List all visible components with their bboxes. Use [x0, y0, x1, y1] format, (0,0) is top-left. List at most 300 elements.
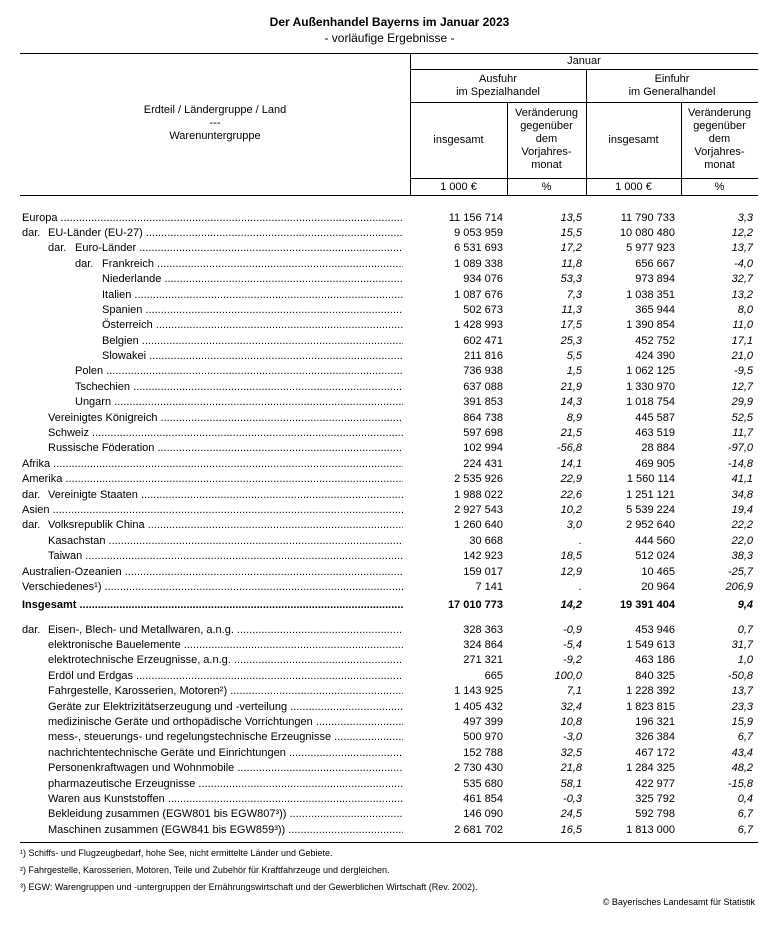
- table-row: [0, 241, 779, 256]
- row-label-cell: [22, 580, 403, 595]
- export-value: 30 668: [469, 535, 503, 547]
- export-change: 14,1: [560, 458, 582, 470]
- export-change: 14,3: [560, 396, 582, 408]
- change-line-2: gegenüber: [693, 120, 746, 132]
- export-value: 146 090: [463, 808, 503, 820]
- table-row: [0, 669, 779, 684]
- export-value: 211 816: [464, 350, 503, 362]
- row-label: Vereinigtes Königreich: [48, 412, 158, 424]
- row-label-cell: [48, 669, 403, 684]
- export-value: 7 141: [475, 581, 503, 593]
- row-label: elektronische Bauelemente: [48, 639, 181, 651]
- row-label: Eisen-, Blech- und Metallwaren, a.n.g.: [48, 624, 234, 636]
- stub-header: [20, 104, 410, 143]
- table-row: [0, 211, 779, 226]
- row-label-cell: [48, 684, 403, 699]
- row-label-cell: [22, 211, 403, 226]
- row-label-cell: [48, 730, 403, 745]
- row-label: Taiwan: [48, 550, 83, 562]
- row-label-cell: [48, 715, 403, 730]
- import-change: 13,7: [731, 242, 753, 254]
- footnote-2: ²) Fahrgestelle, Karosserien, Motoren, Teile und Zubehör für Kraftfahrzeuge und dergleichen.: [20, 865, 390, 875]
- row-label: Fahrgestelle, Karosserien, Motoren²): [48, 685, 228, 697]
- row-label-cell: [22, 565, 403, 580]
- table-row: [0, 503, 779, 518]
- export-value: 2 927 543: [454, 504, 503, 516]
- import-change: 0,4: [737, 793, 753, 805]
- export-change: -3,0: [563, 731, 582, 743]
- import-value: 973 894: [635, 273, 675, 285]
- row-label: Frankreich: [102, 258, 154, 270]
- change-line-3: dem: [708, 133, 731, 145]
- export-value: 461 854: [463, 793, 503, 805]
- export-value: 2 535 926: [454, 473, 503, 485]
- row-label: Bekleidung zusammen (EGW801 bis EGW807³)): [48, 808, 287, 820]
- export-value: 271 321: [463, 654, 503, 666]
- export-change: 7,3: [566, 289, 582, 301]
- export-value: 102 994: [463, 442, 503, 454]
- import-value: 10 465: [641, 566, 675, 578]
- export-group-line-1: Ausfuhr: [479, 73, 517, 85]
- import-change: 6,7: [737, 731, 753, 743]
- row-label: EU-Länder (EU-27): [48, 227, 143, 239]
- import-value: 422 977: [635, 778, 675, 790]
- table-row: [0, 395, 779, 410]
- table-row: [0, 580, 779, 595]
- row-label: Belgien: [102, 335, 139, 347]
- export-change-unit: %: [541, 181, 552, 193]
- export-change: 17,2: [560, 242, 582, 254]
- row-label: Waren aus Kunststoffen: [48, 793, 165, 805]
- export-value: 602 471: [463, 335, 503, 347]
- period-header: Januar: [567, 55, 601, 67]
- row-label-cell: [48, 534, 403, 549]
- table-row: [0, 761, 779, 776]
- row-label: pharmazeutische Erzeugnisse: [48, 778, 196, 790]
- row-label-cell: [22, 623, 403, 638]
- import-change: -97,0: [727, 442, 753, 454]
- table-title: Der Außenhandel Bayerns im Januar 2023: [269, 15, 510, 29]
- row-label-cell: [48, 411, 403, 426]
- export-change: -5,4: [563, 639, 582, 651]
- import-change: 206,9: [725, 581, 753, 593]
- row-prefix: dar.: [22, 227, 41, 239]
- import-change: 11,0: [732, 319, 753, 331]
- export-value: 665: [484, 670, 503, 682]
- row-label-cell: [22, 518, 403, 533]
- table-row: [0, 534, 779, 549]
- row-prefix: dar.: [22, 624, 41, 636]
- table-row: [0, 792, 779, 807]
- table-row: [0, 288, 779, 303]
- export-value: 2 681 702: [454, 824, 503, 836]
- export-change: 21,5: [560, 427, 582, 439]
- export-value: 11 156 714: [448, 212, 503, 224]
- export-change: 8,9: [566, 412, 582, 424]
- import-change: -4,0: [734, 258, 753, 270]
- export-change: 10,8: [560, 716, 582, 728]
- unit-rule: [410, 178, 758, 179]
- row-label-cell: [48, 441, 403, 456]
- import-value: 1 284 325: [626, 762, 675, 774]
- import-value: 5 977 923: [626, 242, 675, 254]
- row-label: mess-, steuerungs- und regelungstechnische Erzeugnisse: [48, 731, 332, 743]
- table-row: [0, 715, 779, 730]
- import-value: 452 752: [635, 335, 675, 347]
- row-label: Spanien: [102, 304, 143, 316]
- export-change: .: [578, 535, 582, 547]
- export-value: 1 405 432: [454, 701, 503, 713]
- export-value: 1 087 676: [454, 289, 503, 301]
- table-row: [0, 380, 779, 395]
- change-line-5: monat: [531, 159, 562, 171]
- row-label: Asien: [22, 504, 50, 516]
- import-change: -25,7: [727, 566, 753, 578]
- import-change: 19,4: [731, 504, 753, 516]
- import-value: 20 964: [641, 581, 675, 593]
- import-value: 326 384: [635, 731, 675, 743]
- export-value: 934 076: [463, 273, 503, 285]
- import-change: 52,5: [731, 412, 753, 424]
- row-label-cell: [22, 503, 403, 518]
- export-value: 1 089 338: [454, 258, 503, 270]
- change-line-3: dem: [535, 133, 558, 145]
- header-bottom-rule: [20, 195, 758, 196]
- export-value: 6 531 693: [454, 242, 503, 254]
- row-label-cell: [48, 792, 403, 807]
- export-value: 328 363: [463, 624, 503, 636]
- row-label: Australien-Ozeanien: [22, 566, 122, 578]
- row-label: Slowakei: [102, 350, 147, 362]
- export-value: 324 864: [463, 639, 503, 651]
- table-row: [0, 549, 779, 564]
- row-label: Euro-Länder: [75, 242, 137, 254]
- import-change: 13,7: [731, 685, 753, 697]
- export-value: 736 938: [463, 365, 503, 377]
- row-label: Russische Föderation: [48, 442, 155, 454]
- row-label: Tschechien: [75, 381, 131, 393]
- import-change: -9,5: [734, 365, 753, 377]
- copyright-credit: © Bayerisches Landesamt für Statistik: [602, 897, 755, 907]
- export-value: 864 738: [463, 412, 503, 424]
- import-change: 12,2: [731, 227, 753, 239]
- import-value: 445 587: [635, 412, 675, 424]
- export-change: 58,1: [560, 778, 582, 790]
- row-label: Kasachstan: [48, 535, 106, 547]
- row-label-cell: [48, 549, 403, 564]
- row-label: Verschiedenes¹): [22, 581, 102, 593]
- import-change: 38,3: [731, 550, 753, 562]
- change-line-4: Vorjahres-: [694, 146, 745, 158]
- import-change: 9,4: [737, 599, 753, 611]
- import-value: 19 391 404: [619, 599, 675, 611]
- export-change: 1,5: [566, 365, 582, 377]
- export-change: 22,9: [560, 473, 582, 485]
- row-label-cell: [102, 272, 403, 287]
- row-label-cell: [102, 318, 403, 333]
- period-rule: [410, 69, 758, 70]
- row-label-cell: [75, 364, 403, 379]
- export-change: 25,3: [560, 335, 582, 347]
- export-change: 53,3: [560, 273, 582, 285]
- table-row: [0, 349, 779, 364]
- export-change: 24,5: [560, 808, 582, 820]
- export-value: 1 428 993: [454, 319, 503, 331]
- table-row: [0, 441, 779, 456]
- import-value: 365 944: [635, 304, 675, 316]
- import-group-line-1: Einfuhr: [654, 73, 690, 85]
- table-row: [0, 226, 779, 241]
- import-change: 6,7: [737, 808, 753, 820]
- export-value: 535 680: [463, 778, 503, 790]
- table-row: [0, 746, 779, 761]
- row-label-cell: [75, 380, 403, 395]
- export-change: 12,9: [560, 566, 582, 578]
- table-row: [0, 565, 779, 580]
- table-row: [0, 334, 779, 349]
- import-change: 0,7: [737, 624, 753, 636]
- row-label: Europa: [22, 212, 58, 224]
- row-label-cell: [48, 746, 403, 761]
- export-change: -0,9: [563, 624, 582, 636]
- table-row: [0, 318, 779, 333]
- export-value: 391 853: [463, 396, 503, 408]
- row-label-cell: [48, 823, 403, 838]
- row-label-cell: [48, 807, 403, 822]
- export-change: 11,3: [561, 304, 582, 316]
- change-line-5: monat: [704, 159, 735, 171]
- export-change: 3,0: [566, 519, 582, 531]
- table-subtitle: - vorläufige Ergebnisse -: [324, 31, 455, 45]
- table-row: [0, 257, 779, 272]
- import-change: 15,9: [731, 716, 753, 728]
- row-label-cell: [102, 349, 403, 364]
- row-label: Amerika: [22, 473, 63, 485]
- import-change-unit: %: [714, 181, 725, 193]
- export-group-line-2: im Spezialhandel: [456, 86, 540, 98]
- table-row: [0, 623, 779, 638]
- row-label: Vereinigte Staaten: [48, 489, 138, 501]
- export-value: 500 970: [463, 731, 503, 743]
- import-value: 10 080 480: [619, 227, 675, 239]
- export-value: 159 017: [463, 566, 503, 578]
- row-label-cell: [48, 777, 403, 792]
- table-row: [0, 730, 779, 745]
- export-value: 17 010 773: [447, 599, 503, 611]
- import-value: 463 186: [635, 654, 675, 666]
- import-value: 512 024: [635, 550, 675, 562]
- header-top-rule: [20, 53, 758, 54]
- table-row: [0, 303, 779, 318]
- row-prefix: dar.: [75, 258, 94, 270]
- export-change: 22,6: [560, 489, 582, 501]
- export-value: 142 923: [463, 550, 503, 562]
- import-value: 1 390 854: [626, 319, 675, 331]
- row-label: Afrika: [22, 458, 51, 470]
- import-total-header: insgesamt: [608, 134, 659, 146]
- export-value: 497 399: [463, 716, 503, 728]
- import-value: 28 884: [641, 442, 675, 454]
- row-label: Geräte zur Elektrizitätserzeugung und -verteilung: [48, 701, 288, 713]
- export-value: 9 053 959: [454, 227, 503, 239]
- export-change: 17,5: [560, 319, 582, 331]
- change-line-4: Vorjahres-: [521, 146, 572, 158]
- row-label-cell: [75, 257, 403, 272]
- table-row: [0, 472, 779, 487]
- import-group-header: [586, 73, 758, 99]
- row-label: Insgesamt: [22, 599, 77, 611]
- export-value: 1 988 022: [454, 489, 503, 501]
- import-change: -50,8: [727, 670, 753, 682]
- table-row: [0, 807, 779, 822]
- import-value: 424 390: [635, 350, 675, 362]
- import-change: 48,2: [731, 762, 753, 774]
- import-change: 6,7: [737, 824, 753, 836]
- row-label: Erdöl und Erdgas: [48, 670, 133, 682]
- import-change: 3,3: [737, 212, 753, 224]
- import-value: 1 330 970: [626, 381, 675, 393]
- export-total-header: insgesamt: [433, 134, 484, 146]
- import-value: 325 792: [635, 793, 675, 805]
- import-change: -15,8: [727, 778, 753, 790]
- import-change: 12,7: [731, 381, 753, 393]
- row-label: Polen: [75, 365, 104, 377]
- row-prefix: dar.: [48, 242, 67, 254]
- row-label-cell: [22, 598, 403, 613]
- export-change: 15,5: [560, 227, 582, 239]
- export-change: 100,0: [554, 670, 582, 682]
- import-change: 32,7: [731, 273, 753, 285]
- change-line-1: Veränderung: [515, 107, 578, 119]
- import-value: 1 813 000: [626, 824, 675, 836]
- import-change: 31,7: [731, 639, 753, 651]
- import-value: 196 321: [635, 716, 675, 728]
- row-label: elektrotechnische Erzeugnisse, a.n.g.: [48, 654, 231, 666]
- table-row: [0, 518, 779, 533]
- import-value: 1 251 121: [626, 489, 675, 501]
- import-change: 41,1: [731, 473, 753, 485]
- import-change: 22,0: [731, 535, 753, 547]
- import-value: 1 560 114: [626, 473, 675, 485]
- row-label-cell: [48, 241, 403, 256]
- import-unit: 1 000 €: [615, 181, 652, 193]
- row-prefix: dar.: [22, 519, 41, 531]
- export-change: 21,9: [560, 381, 582, 393]
- stub-header-line-3: Warenuntergruppe: [169, 130, 261, 142]
- import-change: 23,3: [731, 701, 753, 713]
- row-label-cell: [48, 638, 403, 653]
- table-bottom-rule: [20, 842, 758, 843]
- export-change: -0,3: [563, 793, 582, 805]
- import-change: 21,0: [731, 350, 753, 362]
- import-value: 592 798: [635, 808, 675, 820]
- row-label-cell: [75, 395, 403, 410]
- import-change: 17,1: [731, 335, 753, 347]
- export-value: 1 260 640: [454, 519, 503, 531]
- row-label-cell: [48, 700, 403, 715]
- export-change: 10,2: [560, 504, 582, 516]
- group-rule: [410, 102, 758, 103]
- export-change-header: [507, 107, 586, 172]
- import-change-header: [681, 107, 758, 172]
- import-value: 453 946: [635, 624, 675, 636]
- table-row: [0, 684, 779, 699]
- table-row: [0, 488, 779, 503]
- import-group-line-2: im Generalhandel: [628, 86, 716, 98]
- import-change: 11,7: [732, 427, 753, 439]
- change-line-2: gegenüber: [520, 120, 573, 132]
- export-value: 2 730 430: [454, 762, 503, 774]
- export-value: 224 431: [463, 458, 503, 470]
- export-change: 21,8: [560, 762, 582, 774]
- export-change: .: [578, 581, 582, 593]
- import-change: 13,2: [731, 289, 753, 301]
- row-label-cell: [48, 653, 403, 668]
- export-change: 32,4: [560, 701, 582, 713]
- export-value: 502 673: [463, 304, 503, 316]
- row-label: Niederlande: [102, 273, 162, 285]
- row-label: Maschinen zusammen (EGW841 bis EGW859³)): [48, 824, 286, 836]
- row-label-cell: [102, 334, 403, 349]
- table-row: [0, 426, 779, 441]
- import-change: 43,4: [731, 747, 753, 759]
- import-value: 1 549 613: [626, 639, 675, 651]
- row-label: Volksrepublik China: [48, 519, 145, 531]
- export-change: 13,5: [560, 212, 582, 224]
- import-value: 656 667: [635, 258, 675, 270]
- export-change: 14,2: [560, 599, 582, 611]
- table-row: [0, 700, 779, 715]
- import-value: 1 062 125: [626, 365, 675, 377]
- row-label: Österreich: [102, 319, 153, 331]
- table-row: [0, 411, 779, 426]
- row-label: nachrichtentechnische Geräte und Einrichtungen: [48, 747, 286, 759]
- export-change: 16,5: [560, 824, 582, 836]
- row-label-cell: [48, 426, 403, 441]
- export-value: 1 143 925: [454, 685, 503, 697]
- import-value: 1 823 815: [626, 701, 675, 713]
- footnote-3: ³) EGW: Warengruppen und -untergruppen der Ernährungswirtschaft und der Gewerblichen Wirtschaft (Rev. 2002).: [20, 882, 478, 892]
- row-label-cell: [102, 288, 403, 303]
- import-change: 8,0: [737, 304, 753, 316]
- import-change: 1,0: [737, 654, 753, 666]
- table-row: [0, 638, 779, 653]
- stub-header-line-1: Erdteil / Ländergruppe / Land: [143, 104, 287, 116]
- export-value: 597 698: [463, 427, 503, 439]
- row-label-cell: [22, 488, 403, 503]
- export-change: 11,8: [561, 258, 582, 270]
- export-change: 5,5: [566, 350, 582, 362]
- export-change: -9,2: [563, 654, 582, 666]
- import-value: 467 172: [635, 747, 675, 759]
- export-change: 18,5: [560, 550, 582, 562]
- import-value: 5 539 224: [626, 504, 675, 516]
- import-value: 444 560: [635, 535, 675, 547]
- row-label: Ungarn: [75, 396, 112, 408]
- import-value: 469 905: [635, 458, 675, 470]
- row-label: Personenkraftwagen und Wohnmobile: [48, 762, 235, 774]
- stub-header-line-2: ---: [209, 117, 221, 129]
- export-change: 7,1: [566, 685, 582, 697]
- export-unit: 1 000 €: [440, 181, 477, 193]
- change-line-1: Veränderung: [688, 107, 751, 119]
- table-row: [0, 457, 779, 472]
- table-row: [0, 777, 779, 792]
- import-change: 29,9: [731, 396, 753, 408]
- import-change: 22,2: [731, 519, 753, 531]
- import-value: 11 790 733: [620, 212, 675, 224]
- table-row: [0, 823, 779, 838]
